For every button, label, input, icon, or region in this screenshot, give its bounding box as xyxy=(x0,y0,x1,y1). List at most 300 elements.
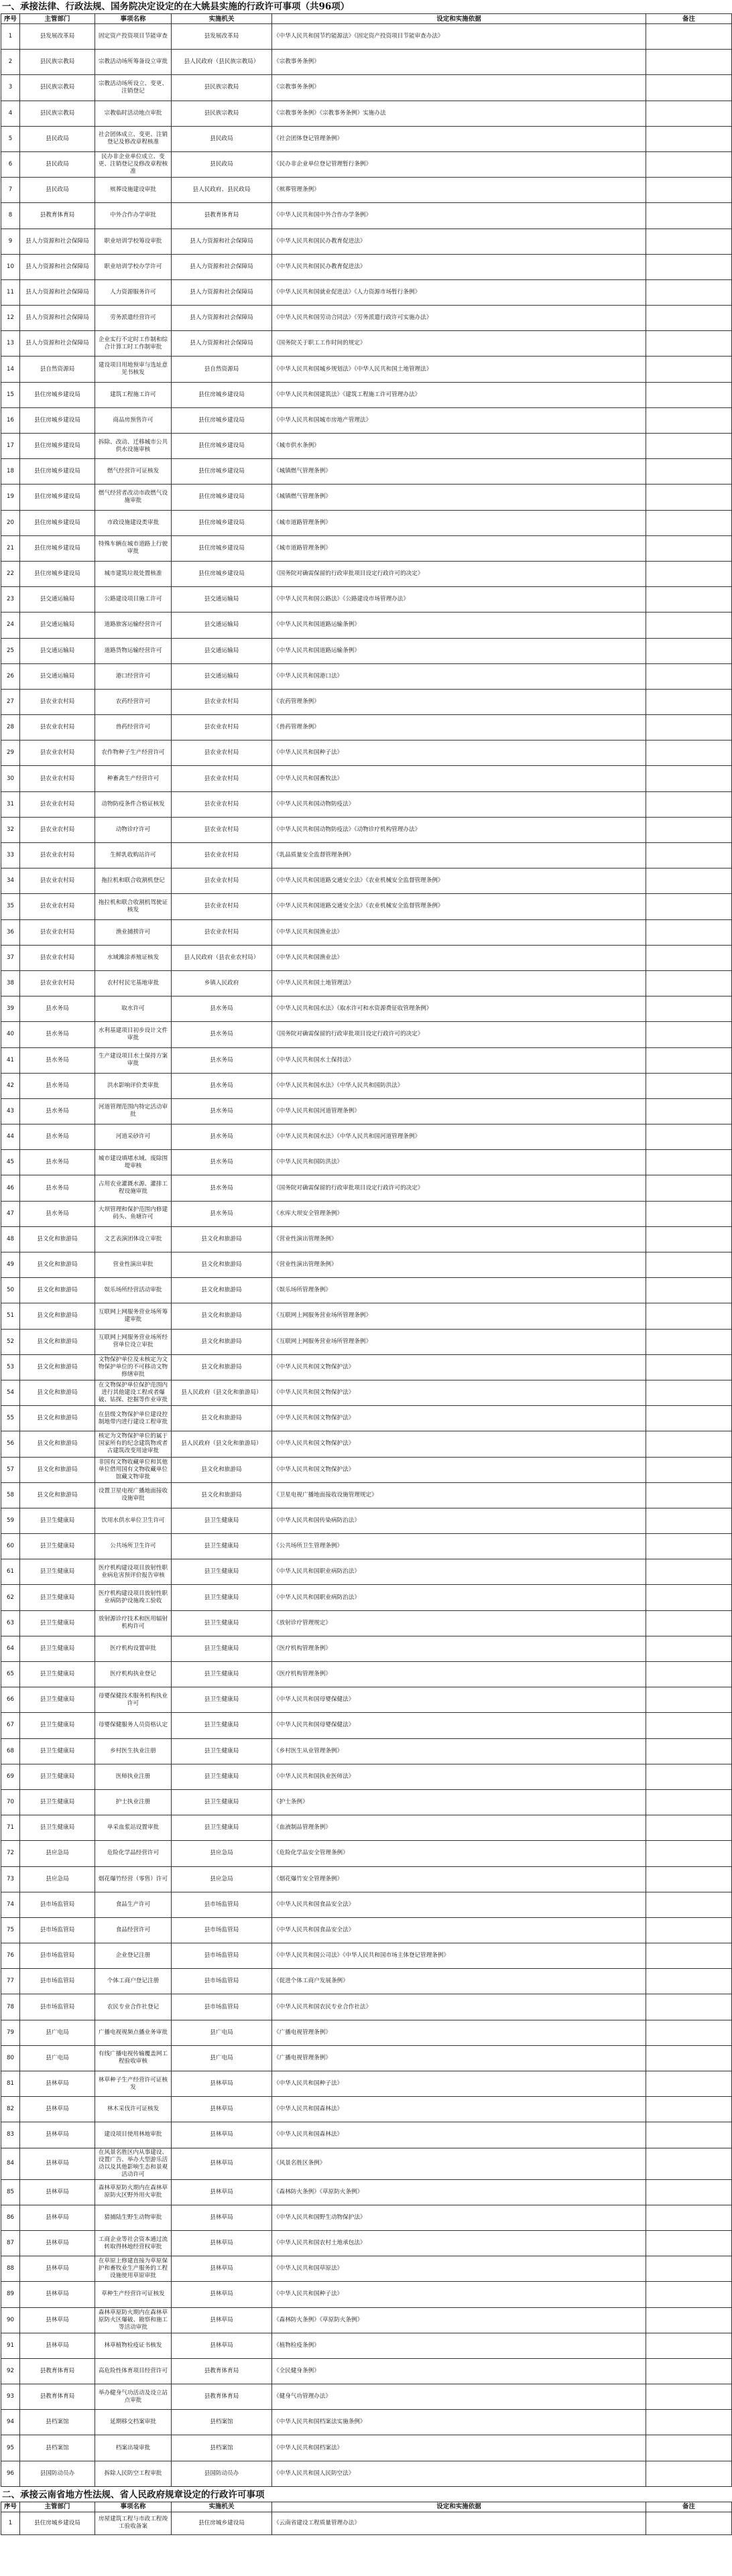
cell-authority: 县住房城乡建设局 xyxy=(172,485,272,510)
cell-basis: 《城市道路管理条例》 xyxy=(272,535,646,561)
cell-basis: 《中华人民共和国种子法》 xyxy=(272,2282,646,2307)
cell-item: 工商企业等社会资本通过流转取得林地经营权审批 xyxy=(95,2230,172,2256)
cell-basis: 《水库大坝安全管理条例》 xyxy=(272,1201,646,1226)
cell-remark xyxy=(646,1662,732,1687)
cell-authority: 县人力资源和社会保障局 xyxy=(172,229,272,254)
table-row xyxy=(1,1713,732,1738)
cell-remark xyxy=(646,1994,732,2020)
cell-remark xyxy=(646,919,732,945)
table-row xyxy=(1,203,732,229)
cell-remark xyxy=(646,1841,732,1866)
cell-item: 互联网上网服务营业场所筹建审批 xyxy=(95,1303,172,1329)
cell-authority: 县农业农村局 xyxy=(172,689,272,714)
cell-authority: 县卫生健康局 xyxy=(172,1738,272,1764)
table-header-row xyxy=(1,14,732,24)
table-row xyxy=(1,1534,732,1559)
cell-basis: 《中华人民共和国食品安全法》 xyxy=(272,1917,646,1943)
table-row xyxy=(1,1969,732,1994)
cell-basis: 《医疗机构管理条例》 xyxy=(272,1636,646,1661)
cell-authority: 县民族宗教局 xyxy=(172,101,272,126)
cell-remark xyxy=(646,1943,732,1969)
table-row xyxy=(1,2410,732,2435)
table-row xyxy=(1,2256,732,2282)
cell-basis: 《中华人民共和国职业病防治法》 xyxy=(272,1585,646,1610)
table-row xyxy=(1,945,732,970)
cell-basis: 《中华人民共和国种子法》 xyxy=(272,740,646,766)
cell-authority: 县文化和旅游局 xyxy=(172,1226,272,1252)
cell-index: 58 xyxy=(1,1482,20,1508)
cell-department: 县档案馆 xyxy=(20,2410,95,2435)
cell-item: 广播电视视频点播业务审批 xyxy=(95,2020,172,2045)
table-row xyxy=(1,1815,732,1841)
cell-basis: 《城市道路管理条例》 xyxy=(272,510,646,535)
cell-department: 县教育体育局 xyxy=(20,203,95,229)
cell-department: 县农业农村局 xyxy=(20,766,95,791)
cell-authority: 县卫生健康局 xyxy=(172,1534,272,1559)
cell-department: 县应急局 xyxy=(20,1841,95,1866)
cell-authority: 县市场监管局 xyxy=(172,1917,272,1943)
cell-index: 30 xyxy=(1,766,20,791)
cell-index: 82 xyxy=(1,2097,20,2122)
cell-item: 动物诊疗许可 xyxy=(95,817,172,842)
cell-authority: 县住房城乡建设局 xyxy=(172,2512,272,2534)
cell-index: 50 xyxy=(1,1278,20,1303)
cell-department: 县卫生健康局 xyxy=(20,1508,95,1533)
cell-authority: 县林草局 xyxy=(172,2256,272,2282)
cell-item: 农药经营许可 xyxy=(95,689,172,714)
cell-item: 拆除人民防空工程审批 xyxy=(95,2461,172,2486)
cell-basis: 《护士条例》 xyxy=(272,1789,646,1815)
cell-remark xyxy=(646,1047,732,1073)
cell-authority: 县档案馆 xyxy=(172,2435,272,2461)
table-row xyxy=(1,1789,732,1815)
cell-index: 92 xyxy=(1,2358,20,2384)
cell-department: 县水务局 xyxy=(20,1201,95,1226)
cell-index: 11 xyxy=(1,279,20,305)
cell-item: 职业培训学校办学许可 xyxy=(95,254,172,279)
cell-basis: 《宗教事务条例》 xyxy=(272,50,646,75)
cell-basis: 《中华人民共和国节约能源法》《固定资产投资项目节能审查办法》 xyxy=(272,24,646,50)
cell-basis: 《中华人民共和国母婴保健法》 xyxy=(272,1713,646,1738)
cell-remark xyxy=(646,1738,732,1764)
cell-basis: 《云南省建设工程质量管理办法》 xyxy=(272,2512,646,2534)
table-row xyxy=(1,561,732,586)
cell-department: 县教育体育局 xyxy=(20,2358,95,2384)
cell-remark xyxy=(646,1815,732,1841)
cell-remark xyxy=(646,2256,732,2282)
table-row xyxy=(1,638,732,663)
cell-basis: 《公共场所卫生管理条例》 xyxy=(272,1534,646,1559)
table-row xyxy=(1,2122,732,2148)
cell-item: 企业登记注册 xyxy=(95,1943,172,1969)
cell-authority: 县林草局 xyxy=(172,2148,272,2179)
cell-department: 县教育体育局 xyxy=(20,2384,95,2410)
cell-authority: 县水务局 xyxy=(172,1022,272,1047)
cell-index: 81 xyxy=(1,2071,20,2097)
cell-index: 48 xyxy=(1,1226,20,1252)
cell-authority: 县人民政府、县民政局 xyxy=(172,178,272,203)
cell-basis: 《广播电视管理条例》 xyxy=(272,2045,646,2071)
cell-department: 县农业农村局 xyxy=(20,919,95,945)
cell-index: 19 xyxy=(1,485,20,510)
table-row xyxy=(1,1738,732,1764)
cell-basis: 《促进个体工商户发展条例》 xyxy=(272,1969,646,1994)
cell-department: 县住房城乡建设局 xyxy=(20,510,95,535)
cell-remark xyxy=(646,1098,732,1124)
cell-department: 县农业农村局 xyxy=(20,740,95,766)
cell-authority: 县农业农村局 xyxy=(172,843,272,868)
cell-authority: 县住房城乡建设局 xyxy=(172,459,272,485)
cell-index: 25 xyxy=(1,638,20,663)
cell-basis: 《健身气功管理办法》 xyxy=(272,2384,646,2410)
cell-department: 县卫生健康局 xyxy=(20,1662,95,1687)
cell-department: 县卫生健康局 xyxy=(20,1713,95,1738)
table-row xyxy=(1,2071,732,2097)
cell-index: 8 xyxy=(1,203,20,229)
cell-item: 烟花爆竹经营（零售）许可 xyxy=(95,1866,172,1892)
cell-index: 7 xyxy=(1,178,20,203)
cell-remark xyxy=(646,1226,732,1252)
cell-item: 河道管理范围内特定活动审批 xyxy=(95,1098,172,1124)
table-row xyxy=(1,1406,732,1431)
cell-department: 县水务局 xyxy=(20,1047,95,1073)
cell-item: 城市建筑垃圾处置核准 xyxy=(95,561,172,586)
cell-item: 宗教临时活动地点审批 xyxy=(95,101,172,126)
cell-item: 森林草原防火期内在森林草原防火区爆破、勘察和施工等活动审批 xyxy=(95,2307,172,2333)
cell-remark xyxy=(646,1073,732,1098)
cell-index: 36 xyxy=(1,919,20,945)
cell-item: 生产建设项目水土保持方案审批 xyxy=(95,1047,172,1073)
cell-authority: 县卫生健康局 xyxy=(172,1662,272,1687)
cell-department: 县人力资源和社会保障局 xyxy=(20,306,95,331)
cell-item: 兽药经营许可 xyxy=(95,715,172,740)
table-row xyxy=(1,613,732,638)
cell-remark xyxy=(646,1431,732,1457)
cell-department: 县文化和旅游局 xyxy=(20,1329,95,1354)
cell-basis: 《中华人民共和国河道管理条例》 xyxy=(272,1098,646,1124)
cell-department: 县市场监管局 xyxy=(20,1892,95,1917)
cell-authority: 县自然资源局 xyxy=(172,357,272,382)
cell-basis: 《互联网上网服务营业场所管理条例》 xyxy=(272,1303,646,1329)
table-row xyxy=(1,2148,732,2179)
cell-authority: 县交通运输局 xyxy=(172,613,272,638)
cell-department: 县交通运输局 xyxy=(20,638,95,663)
cell-remark xyxy=(646,1303,732,1329)
cell-authority: 县卫生健康局 xyxy=(172,1636,272,1661)
cell-authority: 县农业农村局 xyxy=(172,868,272,894)
cell-authority: 县农业农村局 xyxy=(172,791,272,817)
cell-department: 县住房城乡建设局 xyxy=(20,459,95,485)
cell-department: 县农业农村局 xyxy=(20,715,95,740)
cell-item: 农民专业合作社登记 xyxy=(95,1994,172,2020)
table-row xyxy=(1,331,732,357)
cell-index: 4 xyxy=(1,101,20,126)
cell-index: 78 xyxy=(1,1994,20,2020)
cell-item: 林草种子生产经营许可证核发 xyxy=(95,2071,172,2097)
table-row xyxy=(1,75,732,101)
table-row xyxy=(1,1073,732,1098)
cell-authority: 县农业农村局 xyxy=(172,919,272,945)
cell-basis: 《血液制品管理条例》 xyxy=(272,1815,646,1841)
table-row xyxy=(1,2282,732,2307)
cell-index: 37 xyxy=(1,945,20,970)
cell-index: 35 xyxy=(1,894,20,919)
cell-item: 个体工商户登记注册 xyxy=(95,1969,172,1994)
table-row xyxy=(1,434,732,459)
table-row xyxy=(1,357,732,382)
table-row xyxy=(1,1354,732,1380)
cell-department: 县文化和旅游局 xyxy=(20,1482,95,1508)
cell-remark xyxy=(646,101,732,126)
cell-remark xyxy=(646,510,732,535)
header-index: 序号 xyxy=(1,14,20,24)
cell-authority: 县卫生健康局 xyxy=(172,1585,272,1610)
table-row xyxy=(1,1175,732,1201)
cell-index: 40 xyxy=(1,1022,20,1047)
cell-department: 县人力资源和社会保障局 xyxy=(20,229,95,254)
cell-remark xyxy=(646,1508,732,1533)
cell-remark xyxy=(646,535,732,561)
cell-item: 医疗机构设置审批 xyxy=(95,1636,172,1661)
cell-department: 县国防动员办 xyxy=(20,2461,95,2486)
cell-authority: 县林草局 xyxy=(172,2205,272,2230)
cell-item: 河道采砂许可 xyxy=(95,1124,172,1150)
cell-department: 县农业农村局 xyxy=(20,791,95,817)
cell-department: 县民族宗教局 xyxy=(20,101,95,126)
cell-index: 93 xyxy=(1,2384,20,2410)
table-row xyxy=(1,1124,732,1150)
table-row xyxy=(1,868,732,894)
cell-basis: 《中华人民共和国母婴保健法》 xyxy=(272,1687,646,1713)
cell-remark xyxy=(646,766,732,791)
cell-index: 28 xyxy=(1,715,20,740)
cell-authority: 县文化和旅游局 xyxy=(172,1457,272,1482)
cell-basis: 《中华人民共和国草原法》 xyxy=(272,2256,646,2282)
cell-department: 县林草局 xyxy=(20,2230,95,2256)
table-row xyxy=(1,1278,732,1303)
cell-authority: 县文化和旅游局 xyxy=(172,1329,272,1354)
cell-department: 县农业农村局 xyxy=(20,689,95,714)
table-row xyxy=(1,996,732,1022)
cell-remark xyxy=(646,868,732,894)
cell-index: 3 xyxy=(1,75,20,101)
cell-remark xyxy=(646,2461,732,2486)
cell-item: 建设项目用地预审与选址意见书核发 xyxy=(95,357,172,382)
cell-basis: 《中华人民共和国文物保护法》 xyxy=(272,1380,646,1405)
cell-item: 人力资源服务许可 xyxy=(95,279,172,305)
table-row xyxy=(1,2307,732,2333)
table-row xyxy=(1,1585,732,1610)
cell-authority: 县农业农村局 xyxy=(172,766,272,791)
cell-remark xyxy=(646,1713,732,1738)
cell-department: 县农业农村局 xyxy=(20,945,95,970)
cell-item: 宗教活动场所设立、变更、注销登记 xyxy=(95,75,172,101)
cell-index: 39 xyxy=(1,996,20,1022)
cell-authority: 县农业农村局 xyxy=(172,817,272,842)
cell-basis: 《森林防火条例》《草原防火条例》 xyxy=(272,2179,646,2205)
cell-basis: 《中华人民共和国人民防空法》 xyxy=(272,2461,646,2486)
table-row xyxy=(1,587,732,613)
cell-basis: 《放射诊疗管理规定》 xyxy=(272,1610,646,1636)
cell-index: 44 xyxy=(1,1124,20,1150)
cell-remark xyxy=(646,1278,732,1303)
cell-basis: 《中华人民共和国农民专业合作社法》 xyxy=(272,1994,646,2020)
table-header-row xyxy=(1,2502,732,2512)
cell-item: 房屋建筑工程与市政工程竣工验收备案 xyxy=(95,2512,172,2534)
table-row xyxy=(1,919,732,945)
cell-remark xyxy=(646,587,732,613)
cell-remark xyxy=(646,970,732,996)
cell-remark xyxy=(646,434,732,459)
table-row xyxy=(1,1482,732,1508)
cell-item: 猎捕陆生野生动物审批 xyxy=(95,2205,172,2230)
cell-basis: 《城镇燃气管理条例》 xyxy=(272,485,646,510)
cell-remark xyxy=(646,382,732,407)
table-row xyxy=(1,510,732,535)
cell-index: 53 xyxy=(1,1354,20,1380)
table-row xyxy=(1,459,732,485)
cell-remark xyxy=(646,1917,732,1943)
cell-authority: 县文化和旅游局 xyxy=(172,1482,272,1508)
cell-item: 核定为文物保护单位的属于国家所有的纪念建筑物或者古建筑改变用途审批 xyxy=(95,1431,172,1457)
cell-authority: 县卫生健康局 xyxy=(172,1789,272,1815)
table-row xyxy=(1,843,732,868)
cell-authority: 县卫生健康局 xyxy=(172,1713,272,1738)
cell-basis: 《中华人民共和国城市房地产管理法》 xyxy=(272,407,646,433)
cell-department: 县农业农村局 xyxy=(20,970,95,996)
table-row xyxy=(1,2230,732,2256)
cell-remark xyxy=(646,1559,732,1585)
table-row xyxy=(1,1226,732,1252)
cell-authority: 县卫生健康局 xyxy=(172,1687,272,1713)
cell-index: 77 xyxy=(1,1969,20,1994)
cell-index: 86 xyxy=(1,2205,20,2230)
cell-index: 57 xyxy=(1,1457,20,1482)
cell-item: 建设项目使用林地审批 xyxy=(95,2122,172,2148)
table-row xyxy=(1,1943,732,1969)
cell-item: 市政设施建设类审批 xyxy=(95,510,172,535)
cell-basis: 《中华人民共和国森林法》 xyxy=(272,2097,646,2122)
cell-basis: 《全民健身条例》 xyxy=(272,2358,646,2384)
cell-item: 宗教活动场所筹备设立审批 xyxy=(95,50,172,75)
cell-department: 县卫生健康局 xyxy=(20,1815,95,1841)
cell-index: 21 xyxy=(1,535,20,561)
cell-remark xyxy=(646,75,732,101)
cell-basis: 《社会团体登记管理条例》 xyxy=(272,126,646,151)
cell-item: 营业性演出审批 xyxy=(95,1252,172,1278)
cell-authority: 县水务局 xyxy=(172,1175,272,1201)
cell-basis: 《营业性演出管理条例》 xyxy=(272,1226,646,1252)
cell-basis: 《植物检疫条例》 xyxy=(272,2333,646,2358)
cell-remark xyxy=(646,740,732,766)
cell-department: 县林草局 xyxy=(20,2282,95,2307)
cell-authority: 县水务局 xyxy=(172,996,272,1022)
cell-index: 41 xyxy=(1,1047,20,1073)
cell-authority: 县人民政府（县文化和旅游局） xyxy=(172,1431,272,1457)
cell-authority: 县水务局 xyxy=(172,1098,272,1124)
cell-basis: 《医疗机构管理条例》 xyxy=(272,1662,646,1687)
cell-item: 拖拉机和联合收割机驾驶证核发 xyxy=(95,894,172,919)
cell-remark xyxy=(646,306,732,331)
cell-item: 档案出境审批 xyxy=(95,2435,172,2461)
cell-index: 1 xyxy=(1,2512,20,2534)
cell-item: 取水许可 xyxy=(95,996,172,1022)
cell-department: 县文化和旅游局 xyxy=(20,1252,95,1278)
cell-department: 县文化和旅游局 xyxy=(20,1431,95,1457)
cell-department: 县水务局 xyxy=(20,1073,95,1098)
cell-remark xyxy=(646,1354,732,1380)
cell-remark xyxy=(646,229,732,254)
cell-basis: 《兽药管理条例》 xyxy=(272,715,646,740)
cell-basis: 《中华人民共和国职业病防治法》 xyxy=(272,1559,646,1585)
cell-basis: 《宗教事务条例》 xyxy=(272,75,646,101)
table-row xyxy=(1,1329,732,1354)
cell-item: 公共场所卫生许可 xyxy=(95,1534,172,1559)
table-row xyxy=(1,1636,732,1661)
cell-department: 县民政局 xyxy=(20,126,95,151)
cell-item: 设置卫星电视广播地面接收设施审批 xyxy=(95,1482,172,1508)
cell-basis: 《中华人民共和国森林法》 xyxy=(272,2122,646,2148)
cell-item: 危险化学品经营许可 xyxy=(95,1841,172,1866)
cell-item: 森林草原防火期内在森林草原防火区野外用火审批 xyxy=(95,2179,172,2205)
cell-basis: 《中华人民共和国民办教育促进法》 xyxy=(272,254,646,279)
cell-item: 大坝管理和保护范围内修建码头、鱼塘许可 xyxy=(95,1201,172,1226)
cell-basis: 《宗教事务条例》《宗教事务条例》实施办法 xyxy=(272,101,646,126)
cell-basis: 《中华人民共和国土地管理法》 xyxy=(272,970,646,996)
cell-remark xyxy=(646,2435,732,2461)
cell-index: 64 xyxy=(1,1636,20,1661)
cell-item: 医师执业注册 xyxy=(95,1764,172,1789)
cell-index: 13 xyxy=(1,331,20,357)
cell-remark xyxy=(646,2384,732,2410)
cell-remark xyxy=(646,817,732,842)
table-row xyxy=(1,2097,732,2122)
cell-index: 45 xyxy=(1,1150,20,1175)
table-row xyxy=(1,229,732,254)
cell-basis: 《中华人民共和国文物保护法》 xyxy=(272,1431,646,1457)
cell-item: 水利基建项目初步设计文件审批 xyxy=(95,1022,172,1047)
cell-index: 5 xyxy=(1,126,20,151)
cell-item: 医疗机构建设项目放射性职业病防护设施竣工验收 xyxy=(95,1585,172,1610)
table-row xyxy=(1,1150,732,1175)
table-row xyxy=(1,2461,732,2486)
cell-authority: 县教育体育局 xyxy=(172,203,272,229)
cell-item: 林木采伐许可证核发 xyxy=(95,2097,172,2122)
cell-item: 民办非企业单位成立、变更、注销登记及修改章程核准 xyxy=(95,151,172,177)
table-row xyxy=(1,1764,732,1789)
cell-department: 县林草局 xyxy=(20,2148,95,2179)
cell-item: 燃气经营者改动市政燃气设施审批 xyxy=(95,485,172,510)
header-basis: 设定和实施依据 xyxy=(272,2502,646,2512)
cell-item: 母婴保健技术服务机构执业许可 xyxy=(95,1687,172,1713)
table-row xyxy=(1,2045,732,2071)
cell-index: 88 xyxy=(1,2256,20,2282)
cell-department: 县文化和旅游局 xyxy=(20,1406,95,1431)
cell-department: 县住房城乡建设局 xyxy=(20,485,95,510)
cell-department: 县卫生健康局 xyxy=(20,1559,95,1585)
cell-remark xyxy=(646,1789,732,1815)
cell-remark xyxy=(646,407,732,433)
cell-basis: 《国务院关于职工工作时间的规定》 xyxy=(272,331,646,357)
cell-department: 县交通运输局 xyxy=(20,587,95,613)
cell-remark xyxy=(646,459,732,485)
cell-remark xyxy=(646,151,732,177)
cell-department: 县水务局 xyxy=(20,996,95,1022)
cell-department: 县市场监管局 xyxy=(20,1943,95,1969)
cell-basis: 《中华人民共和国渔业法》 xyxy=(272,945,646,970)
cell-basis: 《中华人民共和国水土保持法》 xyxy=(272,1047,646,1073)
header-department: 主管部门 xyxy=(20,2502,95,2512)
